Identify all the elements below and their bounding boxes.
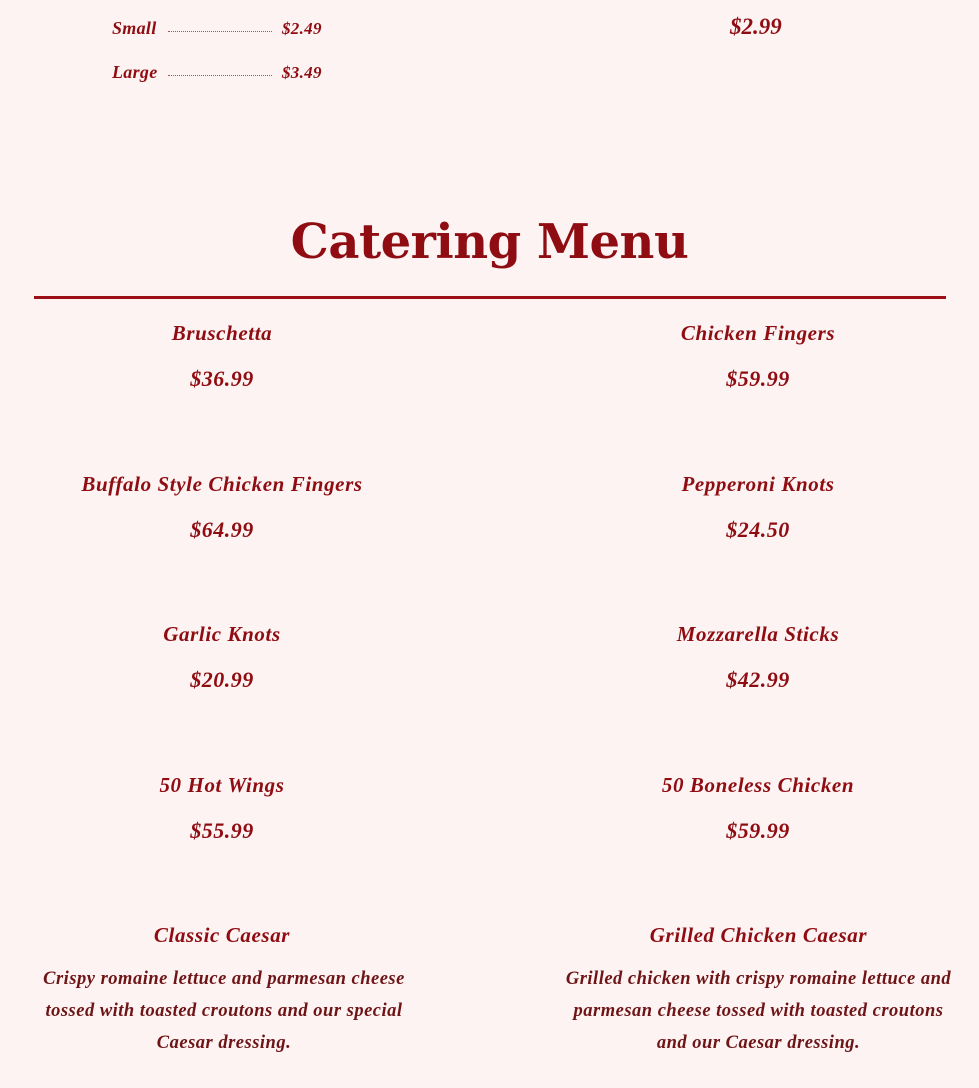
section-divider	[34, 296, 946, 299]
size-row-small	[112, 18, 342, 62]
menu-item	[12, 921, 432, 1059]
item-price: $20.99	[190, 667, 254, 692]
menu-item	[12, 470, 432, 543]
item-description: Grilled chicken with crispy romaine lettuce and parmesan cheese tossed with toasted croutons and our Caesar dressing.	[565, 969, 952, 1053]
item-price: $59.99	[726, 366, 790, 391]
size-price-list	[112, 18, 342, 106]
menu-item	[12, 771, 432, 844]
item-name: Grilled Chicken Caesar	[649, 923, 868, 947]
item-name: Garlic Knots	[163, 622, 281, 646]
menu-item	[548, 319, 968, 392]
item-name: Buffalo Style Chicken Fingers	[81, 472, 363, 496]
item-name: Classic Caesar	[153, 923, 291, 947]
item-price: $36.99	[190, 366, 254, 391]
item-name: Bruschetta	[171, 321, 273, 345]
item-name: 50 Boneless Chicken	[661, 773, 855, 797]
item-description: Crispy romaine lettuce and parmesan cheese tossed with toasted croutons and our special Caesar dressing.	[43, 969, 405, 1053]
menu-item	[548, 771, 968, 844]
item-name: Mozzarella Sticks	[676, 622, 840, 646]
item-price: $59.99	[726, 818, 790, 843]
dot-leader	[168, 31, 272, 32]
size-price: $2.49	[282, 19, 322, 38]
menu-item	[565, 921, 952, 1059]
item-name: 50 Hot Wings	[159, 773, 285, 797]
item-price: $24.50	[726, 517, 790, 542]
item-price: $42.99	[726, 667, 790, 692]
menu-item	[12, 319, 432, 392]
item-price: $2.99	[730, 14, 782, 39]
menu-item	[548, 620, 968, 693]
menu-item	[548, 470, 968, 543]
menu-item	[12, 620, 432, 693]
item-name: Pepperoni Knots	[681, 472, 835, 496]
item-price: $64.99	[190, 517, 254, 542]
size-price: $3.49	[282, 63, 322, 82]
dot-leader	[168, 75, 272, 76]
section-title: Catering Menu	[290, 214, 689, 270]
size-name: Large	[112, 62, 158, 82]
item-price: $55.99	[190, 818, 254, 843]
item-name: Chicken Fingers	[680, 321, 836, 345]
size-name: Small	[112, 18, 157, 38]
size-row-large	[112, 62, 342, 106]
